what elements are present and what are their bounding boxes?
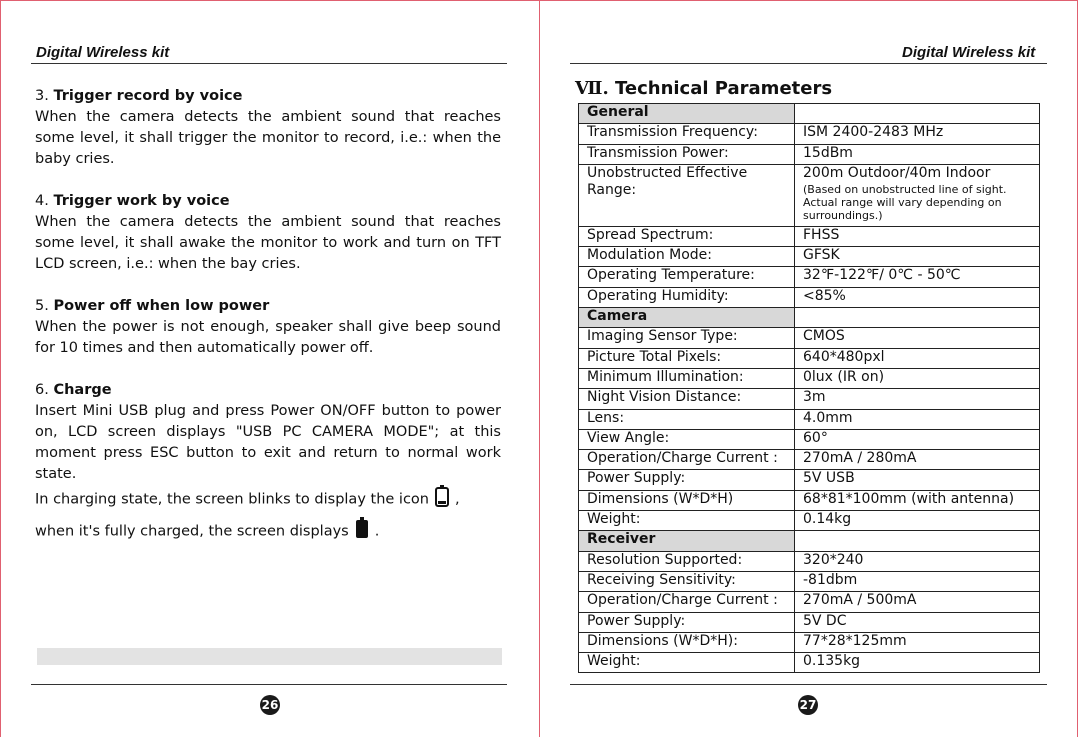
table-row: Night Vision Distance: 3m <box>579 389 1040 409</box>
table-row-range: Unobstructed Effective Range: 200m Outdoor/40m Indoor (Based on unobstructed line of sight. Actual range will vary depending on surroundings.) <box>579 164 1040 226</box>
table-row: Lens: 4.0mm <box>579 409 1040 429</box>
group-row-general <box>579 104 1040 124</box>
table-row: Operating Humidity: <85% <box>579 287 1040 307</box>
table-row: Imaging Sensor Type: CMOS <box>579 328 1040 348</box>
range-value: 200m Outdoor/40m Indoor <box>803 164 991 181</box>
group-label: Camera <box>579 308 795 328</box>
table-row: Minimum Illumination: 0lux (IR on) <box>579 368 1040 388</box>
table-row: Weight: 0.135kg <box>579 653 1040 673</box>
footer-rule <box>570 684 1047 685</box>
charge-text-end: . <box>374 523 380 540</box>
running-head: Digital Wireless kit <box>902 44 1036 61</box>
table-row: Weight: 0.14kg <box>579 511 1040 531</box>
table-row: Resolution Supported: 320*240 <box>579 551 1040 571</box>
table-row: Picture Total Pixels: 640*480pxl <box>579 348 1040 368</box>
table-row: View Angle: 60° <box>579 429 1040 449</box>
charge-text-end: , <box>454 491 460 508</box>
section-number: 3. <box>35 88 54 104</box>
table-row: Transmission Frequency: ISM 2400-2483 MHz <box>579 124 1040 144</box>
table-row: Transmission Power: 15dBm <box>579 144 1040 164</box>
section-title: Power off when low power <box>53 298 270 314</box>
section-heading <box>575 78 832 99</box>
table-row: Operation/Charge Current : 270mA / 280mA <box>579 450 1040 470</box>
section-number: 5. <box>35 298 54 314</box>
charge-text-full: when it's fully charged, the screen displays <box>35 523 349 540</box>
table-row: Dimensions (W*D*H): 77*28*125mm <box>579 632 1040 652</box>
charge-text-blink: In charging state, the screen blinks to display the icon <box>35 491 429 508</box>
section-paragraph: When the power is not enough, speaker shall give beep sound for 10 times and then automatically power off. <box>35 319 501 356</box>
range-note: (Based on unobstructed line of sight. Actual range will vary depending on surroundings.) <box>803 182 1007 222</box>
group-row-receiver <box>579 531 1040 551</box>
table-row: Power Supply: 5V DC <box>579 612 1040 632</box>
section-paragraph: When the camera detects the ambient sound that reaches some level, it shall awake the monitor to work and turn on TFT LCD screen, i.e.: when the bay cries. <box>35 214 501 272</box>
group-row-camera <box>579 308 1040 328</box>
roman-numeral: Ⅶ. <box>575 78 609 99</box>
section-title: Charge <box>53 382 112 398</box>
table-row: Operation/Charge Current : 270mA / 500mA <box>579 592 1040 612</box>
technical-parameters-table <box>578 103 1040 673</box>
group-label: Receiver <box>579 531 795 551</box>
heading-text: Technical Parameters <box>608 78 833 99</box>
page-number: 26 <box>260 695 280 715</box>
table-row: Power Supply: 5V USB <box>579 470 1040 490</box>
section-paragraph: When the camera detects the ambient sound that reaches some level, it shall trigger the monitor to record, i.e.: when the baby cries. <box>35 109 501 167</box>
header-rule <box>570 63 1047 64</box>
page-number: 27 <box>798 695 818 715</box>
section-number: 6. <box>35 382 54 398</box>
table-row: Spread Spectrum: FHSS <box>579 226 1040 246</box>
table-row: Modulation Mode: GFSK <box>579 247 1040 267</box>
section-title: Trigger record by voice <box>53 88 243 104</box>
section-paragraph: Insert Mini USB plug and press Power ON/OFF button to power on, LCD screen displays "USB PC CAMERA MODE"; at this moment press ESC button to exit and return to normal work state. <box>35 403 501 482</box>
table-row: Receiving Sensitivity: -81dbm <box>579 571 1040 591</box>
table-row: Dimensions (W*D*H) 68*81*100mm (with antenna) <box>579 490 1040 510</box>
table-row: Operating Temperature: 32℉-122℉/ 0℃ - 50℃ <box>579 267 1040 287</box>
section-title: Trigger work by voice <box>53 193 230 209</box>
group-label: General <box>579 104 795 124</box>
section-number: 4. <box>35 193 54 209</box>
running-head: Digital Wireless kit <box>36 44 170 61</box>
